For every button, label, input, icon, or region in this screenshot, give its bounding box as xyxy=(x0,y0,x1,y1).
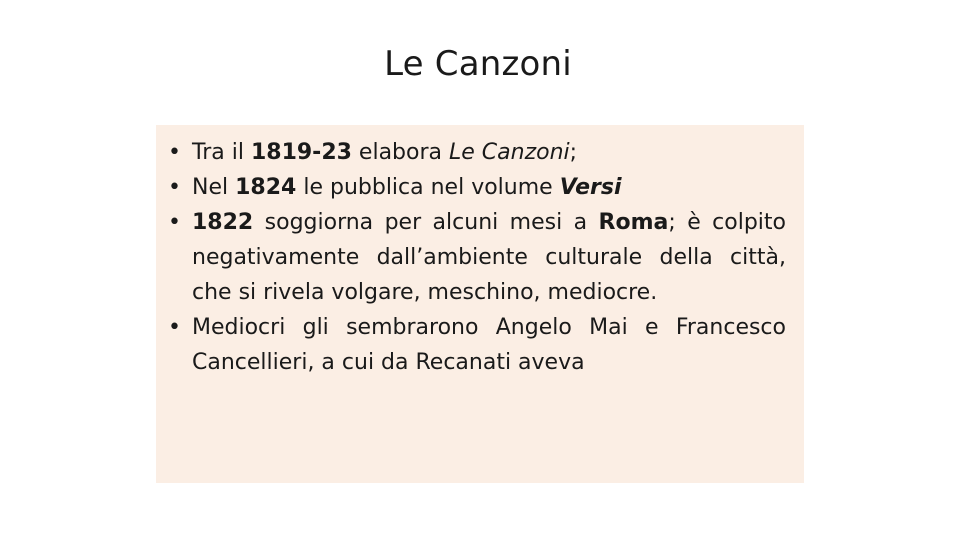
bullet-text: ; è colpito negativamente dall’ambiente culturale della città, che si rivela volgare, meschino, mediocre. xyxy=(192,210,786,305)
bullet-item xyxy=(168,205,786,310)
bullet-text: Tra il xyxy=(192,140,251,165)
bullet-icon: • xyxy=(168,210,181,235)
slide-title: Le Canzoni xyxy=(384,44,572,84)
bullet-text-bold: 1824 xyxy=(235,175,297,200)
bullet-item xyxy=(168,310,786,380)
bullet-list xyxy=(168,135,786,380)
bullet-text: elabora xyxy=(351,140,450,165)
content-box xyxy=(156,125,804,483)
bullet-text-bold: 1819-23 xyxy=(250,140,352,165)
bullet-text-bold: 1822 xyxy=(192,210,254,235)
bullet-text-italic: Le Canzoni xyxy=(449,140,570,165)
bullet-text: ; xyxy=(569,140,578,165)
bullet-text-bold-italic: Versi xyxy=(559,175,622,200)
bullet-icon: • xyxy=(168,175,181,200)
bullet-text-bold: Roma xyxy=(598,210,669,235)
bullet-text: Mediocri gli sembrarono Angelo Mai e Francesco Cancellieri, a cui da Recanati aveva xyxy=(192,315,786,375)
bullet-text: soggiorna per alcuni mesi a xyxy=(253,210,599,235)
bullet-text: le pubblica nel volume xyxy=(296,175,560,200)
bullet-item xyxy=(168,170,786,205)
bullet-text: Nel xyxy=(192,175,236,200)
bullet-icon: • xyxy=(168,140,181,165)
bullet-icon: • xyxy=(168,315,181,340)
bullet-item xyxy=(168,135,786,170)
